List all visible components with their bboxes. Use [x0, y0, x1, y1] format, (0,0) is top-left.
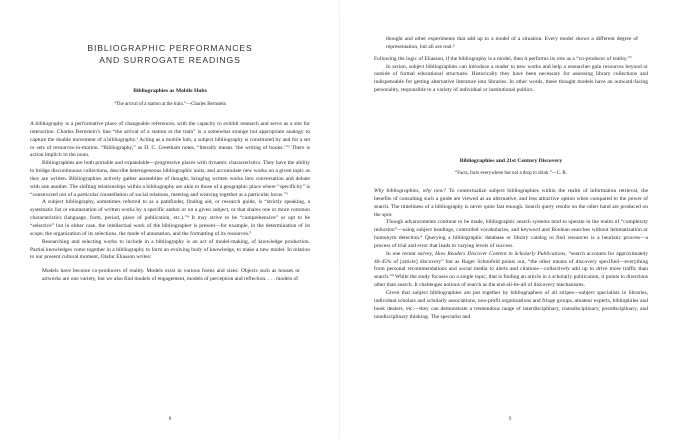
page-number: 9: [508, 416, 512, 422]
running-head-line2: AND SURROGATE READINGS: [99, 55, 241, 65]
epigraph: “Facts, facts everywhere but not a drop to drink.”—C. B.: [455, 171, 567, 176]
paragraph-3: [374, 188, 648, 219]
paragraph-3: A subject bibliography, sometimes referred to as a pathfinder, finding aid, or research guide, is “strictly speaking, a systematic list or enumeration of written works by a specific author or on a given subject, or that shares one or more common characteristics (language, form, period, place of publication, etc.).”⁴ It may strive to be “comprehensive” or opt to be “selective” but in either case, the intellectual work of the bibliographer is present—for example, in the determination of its scope, the organization of its selections, the mode of annotation, and the formatting of its resources.⁵: [30, 199, 310, 237]
epigraph: “The arrival of a station at the train.”—Charles Bernstein: [113, 102, 227, 107]
survey-title: How Readers Discover Content in Scholarly Publications: [435, 250, 566, 257]
paragraph-6: Given that subject bibliographies are put together by bibliographers of all stripes—subject specialists in libraries, individual scholars and scholarly associations, non-profit organizations and fringe groups, amateur experts, bibliophiles and book dealers, etc.—they can demonstrate a tremendous range of interdisciplinary, transdisciplinary, postdisciplinary, and nondisciplinary thinking. The specialist and: [374, 289, 648, 320]
paragraph-2: In action, subject bibliographies can introduce a reader to new works and help a researcher gain resources beyond or outside of formal educational structures. Historically they have been necessary for assessing library collections and indispensable for getting alternative literature into libraries. In other words, these thought models have an outward-facing personality, responsible to a variety of individual or institutional publics.: [374, 63, 648, 94]
paragraph-5-a: In one recent survey,: [386, 250, 436, 257]
paragraph-1: Following the logic of Eliasson, if the bibliography is a model, then it performs its role as a “co-producer of reality.”⁷: [374, 55, 633, 62]
paragraph-4: Researching and selecting works to include in a bibliography is an act of model-making, of knowledge production. Partial knowledges come together in a bibliography to form an evolving body of knowledge, to make a new model. In relation to our present cultural moment, Olafur Eliasson writes:: [30, 238, 310, 261]
page-number: 8: [168, 416, 172, 422]
paragraph-1: A bibliography is a performative place of changeable references, with the capacity to exhibit research and serve as a site for interaction. Charles Bernstein’s line “the arrival of a station at the train” is a somewhat strange but appropriate analogy to capture the double movement of a bibliography.¹ Acting as a mobile hub, a subject bibliography is constituted by and for a set or sets of resources-in-motion. “Bibliography,” as D. C. Greetham notes, “literally means ‘the writing of books.’”² There is action implicit in the noun.: [30, 121, 310, 159]
paragraph-2: Bibliographies are both portable and expandable—progressive places with dynamic characteristics. They have the ability to bridge discontinuous collections, describe heterogeneous bibliographic units, and accumulate new works on a given topic as they are written. Bibliographies actively gather assemblies of thought, bringing written works into conversation and debate with one another. The shifting relationships within a bibliography are akin to those of a geographic place where “specificity” is “constructed out of a particular constellation of social relations, meeting and weaving together at a particular locus.”³: [30, 160, 310, 198]
block-quote-continued: thought and other experiments that add up to a model of a situation. Every model shows a different degree of representation, but all are real.⁶: [386, 36, 638, 50]
block-quote: Models have become co-producers of reality. Models exist in various forms and sizes: Objects such as houses or artworks are one variety, but we also find models of engagement, models of perception and reflection. . . . models of: [42, 268, 300, 283]
paragraph-4: Though advancements continue to be made, bibliographic search systems tend to operate in the realm of “complexity reduction”—using subject headings, controlled vocabularies, and keyword and Boolean searches without lemmatization or homonym detection.⁸ Querying a bibliographic database or library catalog to find resources is a heuristic process—a process of trial and error that leads to varying levels of success.: [374, 219, 648, 249]
paragraph-3-lead: Why bibliographies, why now?: [374, 188, 447, 194]
right-page: [340, 0, 680, 440]
paragraph-3-rest: To contextualize subject bibliographies within the realm of information retrieval, the benefits of consulting such a guide are viewed as an alternative, and less attractive option when compared to the power of search. The timeliness of a bibliography is never quite fast enough. Search query results on the other hand are produced on the spot.: [374, 188, 649, 218]
running-head-line1: BIBLIOGRAPHIC PERFORMANCES: [87, 43, 253, 53]
running-head: [0, 42, 340, 66]
paragraph-5-b: , “search accounts for approximately 40-45% of [article] discovery” but as Roger Schonfeld points out, “the other means of discovery specified—everything from personal recommendations and social media to alerts and citations—collectively add up to drive more traffic than search.”⁹ While the study focuses on a single topic, that is finding an article in a scholarly publication, it points to directions other than search. It challenges notions of search as the end-all-be-all of discovery mechanisms.: [374, 250, 649, 289]
paragraph-5: [374, 251, 648, 290]
section-title: Bibliographies as Mobile Hubs: [133, 88, 207, 94]
section-title: Bibliographies and 21st Century Discovery: [459, 158, 563, 164]
